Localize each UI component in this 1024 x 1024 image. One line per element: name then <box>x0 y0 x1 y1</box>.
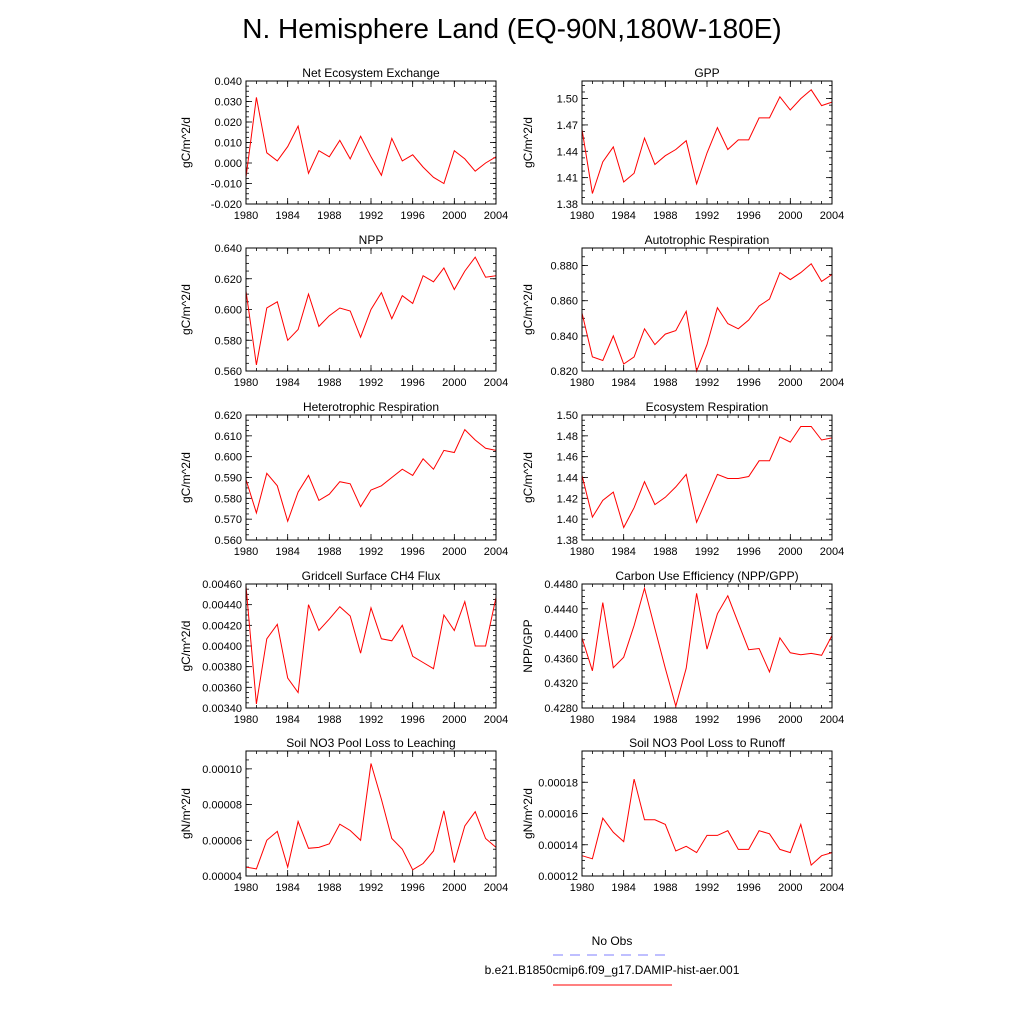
x-tick-label: 2004 <box>483 210 509 222</box>
y-axis-label: gN/m^2/d <box>179 788 193 839</box>
y-tick-label: 1.44 <box>556 146 578 159</box>
series-line <box>246 97 496 183</box>
y-axis-label: gC/m^2/d <box>179 452 193 503</box>
x-tick-label: 1984 <box>611 210 636 222</box>
plot-frame <box>246 415 496 540</box>
legend-obs-label: No Obs <box>591 934 633 948</box>
x-tick-label: 1992 <box>358 210 384 222</box>
x-tick-label: 2004 <box>819 210 845 222</box>
plot-frame <box>246 751 496 876</box>
x-tick-label: 1984 <box>275 882 300 894</box>
panel-5 <box>179 400 508 558</box>
panel-3 <box>179 233 508 389</box>
y-tick-label: 0.00004 <box>202 871 242 883</box>
x-tick-label: 1992 <box>358 714 384 726</box>
plot-frame <box>582 81 832 204</box>
y-axis-label: gC/m^2/d <box>179 620 193 672</box>
panel-title: Soil NO3 Pool Loss to Runoff <box>629 736 785 750</box>
x-tick-label: 1984 <box>611 377 636 389</box>
x-tick-label: 1984 <box>611 714 636 726</box>
y-tick-label: 0.00380 <box>202 661 242 674</box>
x-tick-label: 1984 <box>611 546 636 558</box>
panel-6 <box>521 400 844 558</box>
series-line <box>246 257 496 365</box>
x-tick-label: 1988 <box>653 210 678 222</box>
x-tick-label: 1980 <box>233 377 259 389</box>
panel-4 <box>521 233 844 389</box>
x-tick-label: 1996 <box>400 882 425 894</box>
panel-title: NPP <box>358 233 384 247</box>
y-tick-label: 0.4400 <box>544 628 578 641</box>
x-tick-label: 2004 <box>819 546 845 558</box>
y-tick-label: -0.020 <box>210 199 242 211</box>
x-tick-label: 1984 <box>275 546 300 558</box>
panel-title: Autotrophic Respiration <box>644 233 770 247</box>
x-tick-label: 1980 <box>233 714 259 726</box>
x-tick-label: 1988 <box>653 882 678 894</box>
y-tick-label: 1.38 <box>556 199 578 211</box>
x-tick-label: 1988 <box>317 882 342 894</box>
x-tick-label: 2000 <box>442 714 467 726</box>
x-tick-label: 1996 <box>400 377 425 389</box>
x-tick-label: 2004 <box>819 377 845 389</box>
y-tick-label: 0.610 <box>214 430 242 443</box>
series-line <box>582 264 832 371</box>
x-tick-label: 2000 <box>778 377 803 389</box>
x-tick-label: 1980 <box>569 210 595 222</box>
panel-10 <box>521 736 844 894</box>
x-tick-label: 1988 <box>317 210 342 222</box>
x-tick-label: 1992 <box>694 377 720 389</box>
y-tick-label: 0.580 <box>214 493 242 506</box>
y-tick-label: 1.47 <box>556 119 578 132</box>
y-tick-label: 0.00460 <box>202 579 242 591</box>
series-line <box>582 427 832 528</box>
x-tick-label: 1996 <box>400 210 425 222</box>
panel-title: Soil NO3 Pool Loss to Leaching <box>286 736 456 750</box>
series-line <box>582 588 832 706</box>
y-tick-label: 0.4440 <box>544 603 578 616</box>
x-tick-label: 2000 <box>778 546 803 558</box>
y-tick-label: 0.590 <box>214 472 242 485</box>
panel-grid <box>179 66 844 894</box>
y-tick-label: 0.4360 <box>544 653 578 666</box>
y-axis-label: gC/m^2/d <box>521 452 535 503</box>
y-tick-label: 0.620 <box>214 273 242 286</box>
panel-title: Carbon Use Efficiency (NPP/GPP) <box>615 569 799 583</box>
y-tick-label: 1.41 <box>556 172 578 185</box>
x-tick-label: 1980 <box>569 714 595 726</box>
y-tick-label: 0.00008 <box>202 799 242 812</box>
y-tick-label: 1.42 <box>556 493 578 506</box>
x-tick-label: 2004 <box>819 882 845 894</box>
x-tick-label: 1996 <box>400 714 425 726</box>
y-tick-label: 0.00010 <box>202 763 242 776</box>
x-tick-label: 1988 <box>653 714 678 726</box>
figure-title: N. Hemisphere Land (EQ-90N,180W-180E) <box>242 13 782 44</box>
y-tick-label: 0.4280 <box>544 703 578 715</box>
x-tick-label: 1992 <box>694 714 720 726</box>
x-tick-label: 1992 <box>358 882 384 894</box>
y-tick-label: 0.00340 <box>202 703 242 715</box>
x-tick-label: 2000 <box>778 882 803 894</box>
y-tick-label: 0.040 <box>214 76 242 88</box>
panel-title: Heterotrophic Respiration <box>302 400 440 414</box>
x-tick-label: 1996 <box>736 714 761 726</box>
x-tick-label: 1980 <box>569 882 595 894</box>
panel-title: GPP <box>694 66 720 80</box>
panel-1 <box>179 66 508 222</box>
y-tick-label: 1.50 <box>556 410 578 422</box>
y-tick-label: 0.880 <box>550 260 578 273</box>
x-tick-label: 1984 <box>275 210 300 222</box>
x-tick-label: 1988 <box>317 377 342 389</box>
y-tick-label: 1.38 <box>556 535 578 547</box>
y-tick-label: -0.010 <box>210 178 242 191</box>
y-tick-label: 1.40 <box>556 514 578 527</box>
x-tick-label: 1988 <box>653 546 678 558</box>
plot-frame <box>582 415 832 540</box>
y-tick-label: 1.44 <box>556 472 578 485</box>
plot-frame <box>246 81 496 204</box>
x-tick-label: 2000 <box>778 714 803 726</box>
y-tick-label: 0.620 <box>214 410 242 422</box>
series-line <box>246 764 496 870</box>
y-axis-label: gC/m^2/d <box>179 284 193 335</box>
series-line <box>246 430 496 522</box>
x-tick-label: 1992 <box>694 210 720 222</box>
x-tick-label: 1992 <box>358 377 384 389</box>
x-tick-label: 1980 <box>233 546 259 558</box>
x-tick-label: 1980 <box>569 377 595 389</box>
plot-frame <box>582 584 832 708</box>
x-tick-label: 2004 <box>483 714 509 726</box>
x-tick-label: 2000 <box>442 882 467 894</box>
x-tick-label: 2000 <box>442 210 467 222</box>
x-tick-label: 1996 <box>736 546 761 558</box>
y-axis-label: gC/m^2/d <box>179 117 193 168</box>
y-axis-label: gN/m^2/d <box>521 788 535 839</box>
x-tick-label: 1996 <box>400 546 425 558</box>
legend-case-label: b.e21.B1850cmip6.f09_g17.DAMIP-hist-aer.001 <box>484 963 740 977</box>
y-tick-label: 1.48 <box>556 430 578 443</box>
y-tick-label: 0.4480 <box>544 579 578 591</box>
y-tick-label: 0.00400 <box>202 641 242 653</box>
x-tick-label: 2004 <box>483 882 509 894</box>
x-tick-label: 1992 <box>694 546 720 558</box>
y-tick-label: 0.560 <box>214 366 242 378</box>
y-tick-label: 0.00016 <box>538 808 578 821</box>
x-tick-label: 2004 <box>483 377 509 389</box>
y-tick-label: 0.030 <box>214 96 242 109</box>
y-tick-label: 1.50 <box>556 93 578 106</box>
x-tick-label: 1984 <box>611 882 636 894</box>
series-line <box>582 779 832 865</box>
x-tick-label: 2000 <box>442 546 467 558</box>
x-tick-label: 1996 <box>736 882 761 894</box>
y-tick-label: 0.00012 <box>538 871 578 883</box>
y-tick-label: 0.820 <box>550 366 578 378</box>
plot-frame <box>582 751 832 876</box>
x-tick-label: 1992 <box>694 882 720 894</box>
panel-7 <box>179 569 508 726</box>
panel-8 <box>521 569 844 726</box>
legend <box>485 934 740 985</box>
y-tick-label: 0.860 <box>550 295 578 308</box>
y-tick-label: 0.020 <box>214 117 242 129</box>
y-tick-label: 0.00018 <box>538 777 578 790</box>
y-axis-label: NPP/GPP <box>521 619 535 673</box>
plot-frame <box>246 584 496 708</box>
y-tick-label: 0.580 <box>214 335 242 348</box>
y-tick-label: 0.00014 <box>538 839 578 852</box>
x-tick-label: 1980 <box>233 210 259 222</box>
x-tick-label: 2004 <box>819 714 845 726</box>
y-tick-label: 0.600 <box>214 304 242 317</box>
x-tick-label: 1988 <box>317 714 342 726</box>
y-tick-label: 1.46 <box>556 451 578 464</box>
y-tick-label: 0.570 <box>214 514 242 527</box>
x-tick-label: 2000 <box>778 210 803 222</box>
y-tick-label: 0.00360 <box>202 682 242 695</box>
series-line <box>246 586 496 704</box>
y-axis-label: gC/m^2/d <box>521 284 535 335</box>
y-tick-label: 0.640 <box>214 243 242 255</box>
x-tick-label: 1992 <box>358 546 384 558</box>
x-tick-label: 2000 <box>442 377 467 389</box>
panel-9 <box>179 736 508 894</box>
y-tick-label: 0.010 <box>214 137 242 150</box>
panel-title: Net Ecosystem Exchange <box>302 66 440 80</box>
y-tick-label: 0.840 <box>550 330 578 343</box>
x-tick-label: 1984 <box>275 377 300 389</box>
y-tick-label: 0.00006 <box>202 835 242 848</box>
x-tick-label: 1988 <box>653 377 678 389</box>
panel-title: Ecosystem Respiration <box>645 400 769 414</box>
y-tick-label: 0.560 <box>214 535 242 547</box>
series-line <box>582 90 832 194</box>
x-tick-label: 2004 <box>483 546 509 558</box>
x-tick-label: 1980 <box>569 546 595 558</box>
y-tick-label: 0.600 <box>214 451 242 464</box>
panel-title: Gridcell Surface CH4 Flux <box>301 569 441 583</box>
panel-2 <box>521 66 844 222</box>
x-tick-label: 1988 <box>317 546 342 558</box>
x-tick-label: 1984 <box>275 714 300 726</box>
x-tick-label: 1980 <box>233 882 259 894</box>
y-tick-label: 0.00420 <box>202 620 242 633</box>
y-tick-label: 0.4320 <box>544 678 578 691</box>
y-tick-label: 0.000 <box>214 158 242 170</box>
y-axis-label: gC/m^2/d <box>521 117 535 168</box>
x-tick-label: 1996 <box>736 210 761 222</box>
x-tick-label: 1996 <box>736 377 761 389</box>
y-tick-label: 0.00440 <box>202 599 242 612</box>
